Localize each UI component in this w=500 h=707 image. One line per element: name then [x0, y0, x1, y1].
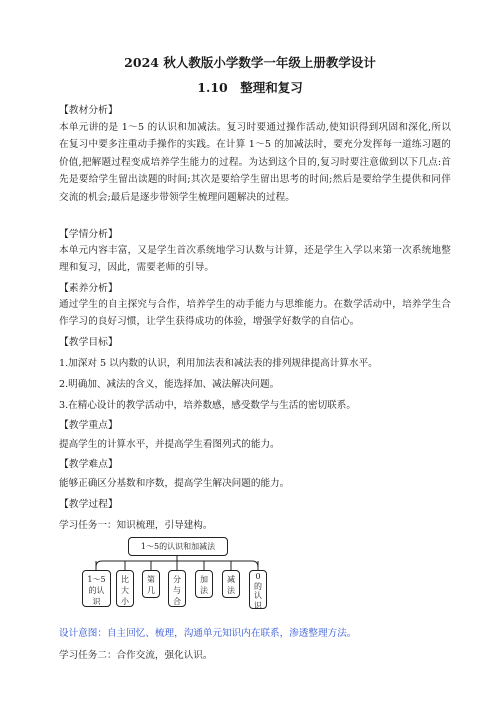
students-heading: 【学情分析】	[59, 229, 118, 240]
analysis-heading: 【教材分析】	[59, 105, 118, 116]
goals-heading: 【教学目标】	[59, 337, 118, 348]
key-heading: 【教学重点】	[59, 420, 118, 431]
task-two: 学习任务二：合作交流，强化认识。	[59, 650, 213, 661]
literacy-heading: 【素养分析】	[59, 283, 118, 294]
students-paragraph: 本单元内容丰富，又是学生首次系统地学习认数与计算，还是学生入学以来第一次系统地整理和复习，因此，需要老师的引导。	[59, 245, 451, 274]
task-one: 学习任务一：知识梳理，引导建构。	[59, 520, 213, 531]
design-intent: 设计意图：自主回忆、梳理，沟通单元知识内在联系，渗透整理方法。	[59, 628, 357, 639]
key-text: 提高学生的计算水平，并提高学生看图列式的能力。	[59, 439, 280, 450]
mindmap-leaf-ordinal: 第 几	[142, 570, 160, 598]
mindmap-leaf-subtraction: 减 法	[222, 570, 240, 598]
mindmap-leaf-recognition: 1～5 的认 识	[82, 570, 111, 607]
mindmap-leaf-compare: 比 大 小	[116, 570, 134, 607]
literacy-paragraph: 通过学生的自主探究与合作，培养学生的动手能力与思维能力。在数学活动中，培养学生合作学习的良好习惯，让学生获得成功的体验，增强学好数学的自信心。	[59, 299, 451, 328]
mindmap-leaf-compose: 分 与 合	[168, 570, 186, 607]
mindmap-leaf-zero: 0 的 认 识	[249, 570, 267, 609]
process-heading: 【教学过程】	[59, 499, 118, 510]
mindmap-leaf-addition: 加 法	[195, 570, 213, 598]
mindmap-root: 1～5的认识和加减法	[128, 537, 228, 556]
lesson-subtitle: 1.10 整理和复习	[197, 80, 303, 95]
document-title: 2024 秋人教版小学数学一年级上册教学设计	[124, 55, 376, 70]
goal-item-1: 1.加深对 5 以内数的认识，利用加法表和减法表的排列规律提高计算水平。	[59, 358, 378, 369]
difficulty-text: 能够正确区分基数和序数，提高学生解决问题的能力。	[59, 478, 290, 489]
analysis-paragraph: 本单元讲的是 1～5 的认识和加减法。复习时要通过操作活动,使知识得到巩固和深化,所以在复习中要多注重动手操作的实践。在计算 1～5 的加减法时，要充分发挥每一道练习题的价值,把解题过程变成培养学生能力的过程。为达到这个目的,复习时要注意做到以下几点:首先是要给学生留出读题的时间;其次是要给学生留出思考的时间;然后是要给学生提供和同伴交流的机会;最后是逐步带领学生梳理问题解决的过程。	[59, 122, 451, 203]
goal-item-3: 3.在精心设计的教学活动中，培养数感，感受数学与生活的密切联系。	[59, 400, 356, 411]
goal-item-2: 2.明确加、减法的含义，能选择加、减法解决问题。	[59, 379, 280, 390]
knowledge-mindmap	[78, 537, 278, 609]
difficulty-heading: 【教学难点】	[59, 459, 118, 470]
